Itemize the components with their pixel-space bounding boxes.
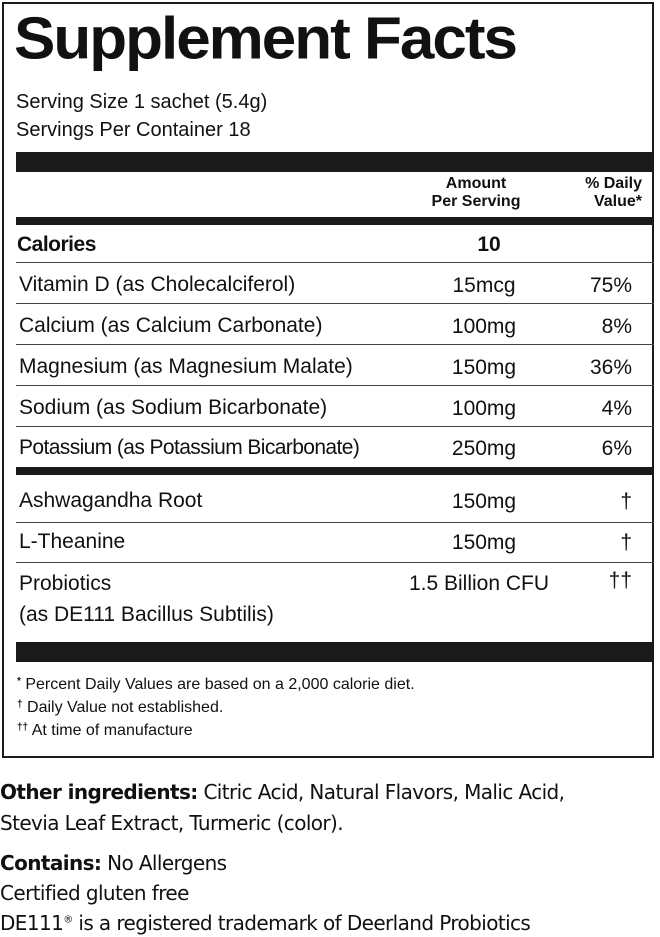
nutrient-label: Magnesium (as Magnesium Malate) [19,355,353,378]
footnote [17,677,415,693]
ingredient-label: L-Theanine [19,530,126,553]
medium-divider-header [16,217,654,225]
header-amount-line1: Amount [445,175,507,192]
footnote-text: Percent Daily Values are based on a 2,000 calorie diet. [25,676,415,693]
footnote-text: At time of manufacture [31,722,193,739]
calories-value: 10 [477,233,501,256]
serving-size: Serving Size 1 sachet (5.4g) [16,91,268,113]
footnote-text: Daily Value not established. [27,699,224,716]
row-divider [16,303,654,304]
nutrient-label: Sodium (as Sodium Bicarbonate) [19,396,328,419]
row-divider [16,344,654,345]
probiotics-label: Probiotics [19,572,112,595]
other-ingredients-text: Citric Acid, Natural Flavors, Malic Acid, [203,780,565,804]
certified-statement: Certified gluten free [0,881,189,905]
calories-label: Calories [17,233,96,256]
footnote-mark: †† [17,722,29,733]
row-divider [16,262,654,263]
nutrient-label: Vitamin D (as Cholecalciferol) [19,273,296,296]
trademark-brand: DE111 [0,911,64,935]
contains-label: Contains: [0,851,102,875]
footnote [17,700,223,716]
trademark-text: is a registered trademark of Deerland Probiotics [78,911,531,935]
servings-per-container: Servings Per Container 18 [16,119,251,141]
header-amount-per-serving [416,175,536,211]
ingredient-daily-value: † [620,490,632,513]
panel-title: Supplement Facts [14,6,516,72]
contains-text: No Allergens [107,851,227,875]
contains-statement [0,853,227,873]
probiotics-amount: 1.5 Billion CFU [408,572,550,595]
other-ingredients [0,782,564,802]
nutrient-daily-value: 75% [589,274,632,297]
other-ingredients-continued: Stevia Leaf Extract, Turmeric (color). [0,811,344,835]
ingredient-label: Ashwagandha Root [19,489,203,512]
header-dv-line2: Value* [593,193,642,210]
row-divider [16,562,654,563]
nutrient-amount: 150mg [451,356,517,379]
trademark-statement [0,913,530,933]
nutrient-daily-value: 4% [601,397,632,420]
header-daily-value [585,175,642,211]
footnote [17,723,193,739]
row-divider [16,385,654,386]
row-divider [16,522,654,523]
nutrient-daily-value: 36% [589,356,632,379]
other-ingredients-label: Other ingredients: [0,780,198,804]
nutrient-amount: 250mg [451,437,517,460]
row-divider [16,426,654,427]
registered-mark: ® [63,914,73,926]
header-dv-line1: % Daily [585,175,642,192]
ingredient-amount: 150mg [451,531,517,554]
nutrient-daily-value: 6% [601,437,632,460]
probiotics-daily-value: †† [608,569,632,592]
ingredient-amount: 150mg [451,490,517,513]
ingredient-daily-value: † [620,531,632,554]
supplement-facts-panel [2,2,654,758]
nutrient-amount: 100mg [451,397,517,420]
nutrient-daily-value: 8% [601,315,632,338]
nutrient-amount: 15mcg [452,274,516,297]
thick-divider-top [16,152,654,172]
footnote-mark: † [17,699,23,710]
header-amount-line2: Per Serving [431,193,521,210]
footnote-mark: * [17,676,21,687]
medium-divider-nutrients [16,467,654,475]
probiotics-sublabel: (as DE111 Bacillus Subtilis) [19,603,274,626]
thick-divider-bottom [16,642,654,662]
nutrient-amount: 100mg [451,315,517,338]
nutrient-label: Calcium (as Calcium Carbonate) [19,314,323,337]
nutrient-label: Potassium (as Potassium Bicarbonate) [19,436,360,459]
